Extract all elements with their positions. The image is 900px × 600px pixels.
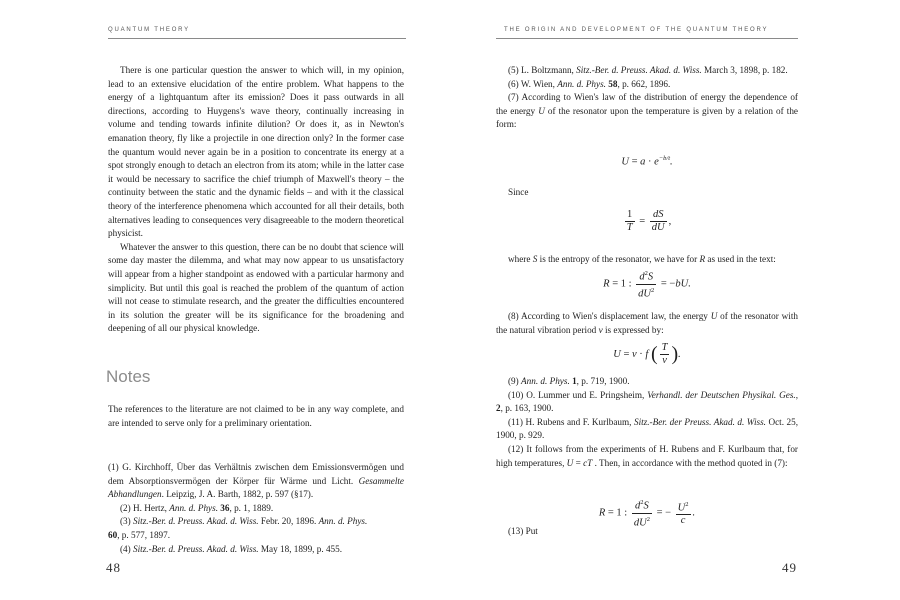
note-item: (7) According to Wien's law of the distribution of energy the dependence of the energy U of the resonator upon the temperature is given by a relation of the form:	[496, 92, 798, 130]
note-item: (1) G. Kirchhoff, Über das Verhältnis zwischen dem Emissionsvermögen und dem Absorptionsvermögen der Körper für Wärme und Licht. Gesammelte Abhandlungen. Leipzig, J. A. Barth, 1882, p. 597 (§17).	[108, 462, 405, 500]
equation-R-high-temp: R = 1 : $\frac{d^2S}{dU^2}$ = − $\frac{U^2}{c}$ .	[598, 499, 696, 528]
page-number: 48	[106, 560, 121, 575]
note-item: (6) W. Wien, Ann. d. Phys. 58, p. 662, 1896.	[508, 78, 671, 89]
running-head: QUANTUM THEORY	[108, 27, 190, 33]
note-item: (3) Sitz.-Ber. d. Preuss. Akad. d. Wiss. Febr. 20, 1896. Ann. d. Phys. 60, p. 577, 1897.	[108, 516, 368, 540]
where-text: where S is the entropy of the resonator, we have for R as used in the text:	[508, 254, 776, 264]
equation-R-wien: R = 1 : $\frac{d^2S}{dU^2}$ = −bU.	[603, 270, 691, 299]
paragraph: There is one particular question the answer to which will, in my opinion, lead to an extensive elucidation of the entire problem. What happens to the energy of a lightquantum after its emission? Does it pass outwards in all directions, according to Huygens's wave theory, continually increasing in volume and tending towards infinite dilution? Or does it, as in Newton's emanation theory, fly like a projectile in one direction only? In the former case the quantum would never again be in a position to concentrate its energy at a spot strongly enough to detach an electron from its atom; while in the latter case it would be necessary to sacrifice the chief triumph of Maxwell's theory – the continuity between the static and the dynamic fields – and with it the classical theory of the interference phenomena which accounted for all their details, both alternatives leading to consequences very disagreeable to the modern theoretical physicist.	[108, 65, 404, 239]
since-text: Since	[508, 187, 529, 197]
notes-list	[496, 375, 798, 470]
note-item: (4) Sitz.-Ber. d. Preuss. Akad. d. Wiss. May 18, 1899, p. 455.	[120, 543, 343, 554]
paragraph: Whatever the answer to this question, there can be no doubt that science will some day master the dilemma, and what may now appear to us unsatisfactory will appear from a higher standpoint as endowed with a particular harmony and simplicity. But until this goal is reached the problem of the quantum of action will not cease to stimulate research, and the greater the difficulties encountered in its solution the greater will be its significance for the broadening and deepening of all our physical knowledge.	[108, 241, 404, 334]
note-item: (13) Put	[508, 526, 538, 536]
header-rule	[108, 38, 406, 39]
notes-intro	[108, 403, 404, 430]
note-item: (10) O. Lummer und E. Pringsheim, Verhandl. der Deutschen Physikal. Ges., 2, p. 163, 1900.	[496, 389, 798, 414]
running-head: THE ORIGIN AND DEVELOPMENT OF THE QUANTUM THEORY	[504, 27, 769, 33]
right-page	[450, 0, 900, 600]
note-item: (9) Ann. d. Phys. 1, p. 719, 1900.	[508, 376, 630, 386]
paragraph: The references to the literature are not claimed to be in any way complete, and are intended to serve only for a preliminary orientation.	[108, 404, 404, 428]
note-item: (12) It follows from the experiments of H. Rubens and F. Kurlbaum that, for high temperatures, U = cT . Then, in accordance with the method quoted in (7):	[496, 443, 798, 468]
notes-heading: Notes	[106, 367, 151, 386]
notes-list	[496, 64, 798, 132]
note-item: (5) L. Boltzmann, Sitz.-Ber. d. Preuss. Akad. d. Wiss. March 3, 1898, p. 182.	[508, 65, 788, 75]
page-number: 49	[782, 560, 797, 575]
note-item: (11) H. Rubens and F. Kurlbaum, Sitz.-Ber. der Preuss. Akad. d. Wiss. Oct. 25, 1900, p. 929.	[496, 416, 799, 441]
note-item: (8) According to Wien's displacement law, the energy U of the resonator with the natural vibration period ν is expressed by:	[496, 311, 798, 335]
notes-list	[496, 310, 798, 337]
equation-wien-law: $U = a \cdot e^{-b/t}$.	[621, 155, 673, 168]
equation-entropy: $\frac{1}{T}$ = $\frac{dS}{dU}$ ,	[626, 209, 672, 233]
notes-list	[496, 525, 798, 539]
note-item: (2) H. Hertz, Ann. d. Phys. 36, p. 1, 1889.	[120, 502, 274, 513]
equation-displacement: U = ν · f ( $\frac{T}{\nu}$ ).	[613, 342, 681, 366]
notes-list	[108, 461, 404, 556]
header-rule	[496, 38, 798, 39]
body-text	[108, 64, 404, 336]
